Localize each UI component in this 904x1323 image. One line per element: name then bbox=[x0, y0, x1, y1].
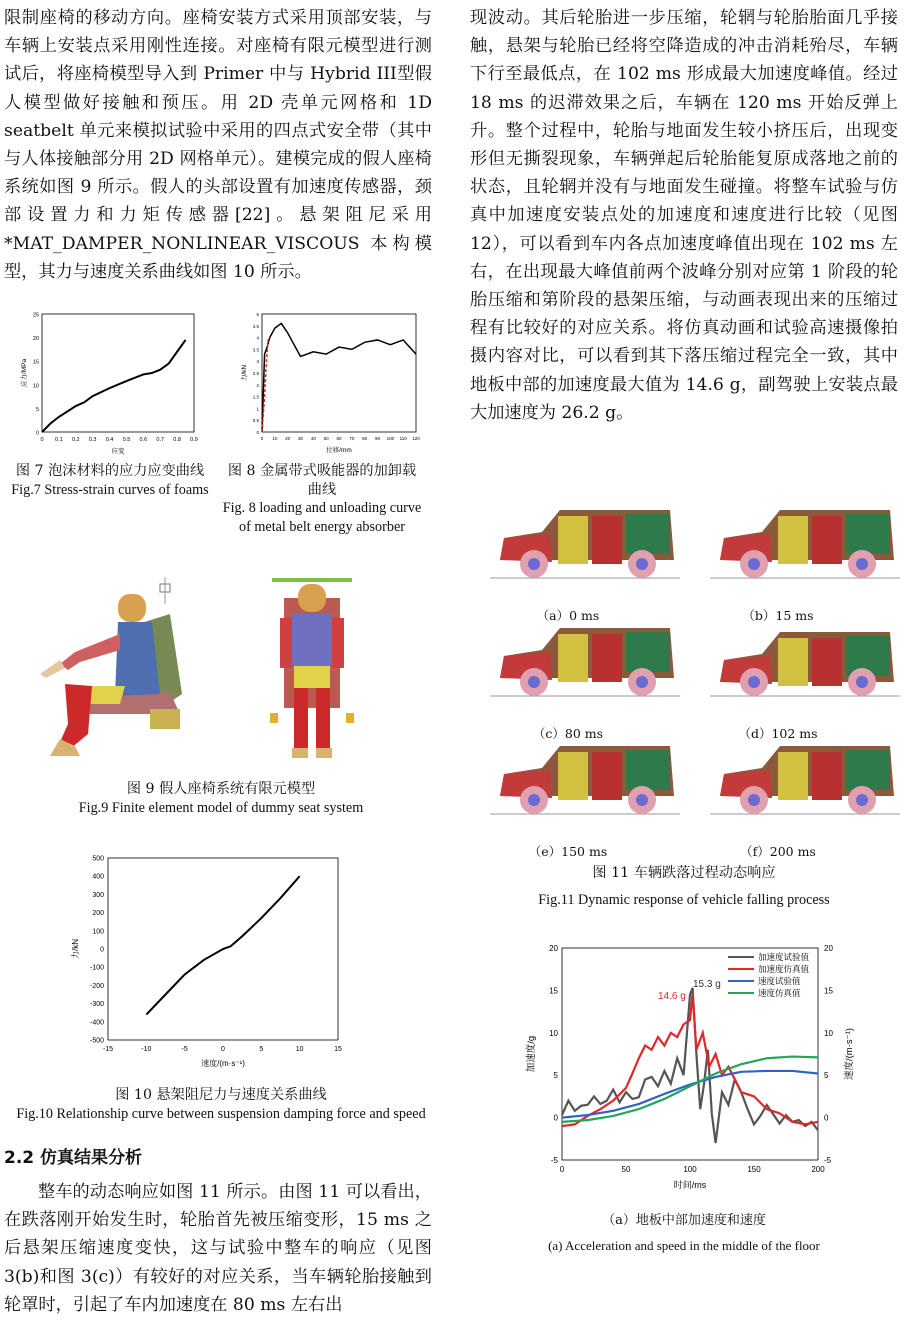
fig8-plot-frame bbox=[262, 314, 416, 432]
fig9-dummy-front-view bbox=[262, 578, 362, 763]
vehicle-front-rim bbox=[748, 676, 760, 688]
fig8-xtick-label: 90 bbox=[374, 436, 381, 441]
fig12a-caption bbox=[470, 1212, 898, 1255]
fig12a-legend-speed-sim: 速度仿真值 bbox=[758, 988, 801, 998]
fig8-caption-en: Fig. 8 loading and unloading curve of metal belt energy absorber bbox=[222, 500, 422, 535]
fig12a-series-accel-sim bbox=[562, 994, 818, 1126]
vehicle-rear-rim bbox=[636, 676, 648, 688]
fig8-xtick-label: 80 bbox=[362, 436, 368, 441]
fig8-ytick-label: 2 bbox=[256, 382, 259, 388]
vehicle-door-front bbox=[558, 634, 588, 682]
fig10-caption bbox=[10, 1086, 432, 1123]
vehicle-door-rear bbox=[812, 638, 842, 686]
fig12a-xtick-label: 100 bbox=[683, 1165, 697, 1174]
fig8-ytick-label: 1 bbox=[256, 406, 259, 412]
fig8-ytick-label: 4 bbox=[256, 335, 259, 341]
fig8-ytick-label: 3 bbox=[256, 359, 259, 365]
fig8-xtick-label: 60 bbox=[336, 436, 342, 441]
vehicle-rear-rim bbox=[856, 676, 868, 688]
fig7-xtick-label: 0.3 bbox=[88, 437, 97, 443]
fig12a-annotation-sim-peak: 14.6 g bbox=[658, 991, 686, 1002]
fig12a-series-speed-test bbox=[562, 1071, 818, 1118]
fig12a-ytick-left-label: 20 bbox=[549, 944, 558, 953]
fig10-ytick-label: 400 bbox=[92, 873, 104, 881]
vehicle-rear-panel bbox=[626, 632, 670, 672]
fig12a-xtick-label: 150 bbox=[747, 1165, 761, 1174]
fig12a-xtick-label: 50 bbox=[621, 1165, 631, 1174]
fig10-ytick-label: -200 bbox=[89, 982, 104, 990]
fig8-ytick-label: 0 bbox=[256, 430, 259, 435]
fig11-caption bbox=[470, 864, 898, 909]
fig9-caption-cn: 图 9 假人座椅系统有限元模型 bbox=[126, 781, 316, 797]
fig8-xtick-label: 110 bbox=[399, 436, 407, 441]
fig10-caption-en: Fig.10 Relationship curve between suspension damping force and speed bbox=[16, 1105, 426, 1122]
fig8-xtick-label: 120 bbox=[412, 436, 420, 441]
fig8-chart bbox=[238, 308, 423, 458]
body-paragraph-left-top: 限制座椅的移动方向。座椅安装方式采用顶部安装，与车辆上安装点采用刚性连接。对座椅有限元模型进行测试后，将座椅模型导入到 Primer 中与 Hybrid III型假人模型做好接触和预压。用 2D 壳单元网格和 1D seatbelt 单元来模拟试验中采用的四点式安全带（其中与人体接触部分用 2D 网格单元）。建模完成的假人座椅系统如图 9 所示。假人的头部设置有加速度传感器，颈部设置力和力矩传感器[22]。悬架阻尼采用*MAT_DAMPER_NONLINEAR_VISCOUS 本构模型，其力与速度关系曲线如图 10 所示。 bbox=[4, 8, 432, 282]
vehicle-door-rear bbox=[592, 634, 622, 682]
fig12a-ytick-left-label: -5 bbox=[550, 1156, 558, 1165]
section-heading: 2.2 仿真结果分析 bbox=[4, 1148, 143, 1168]
fig8-caption-cn: 图 8 金属带式吸能器的加卸载曲线 bbox=[227, 463, 417, 498]
vehicle-front-rim bbox=[748, 794, 760, 806]
vehicle-front-rim bbox=[528, 558, 540, 570]
fig7-caption-cn: 图 7 泡沫材料的应力应变曲线 bbox=[15, 463, 205, 479]
fig12a-chart bbox=[510, 938, 880, 1203]
fig7-xtick-label: 0 bbox=[40, 437, 44, 443]
fig10-ytick-label: -400 bbox=[89, 1019, 104, 1027]
fig11-panel-label: （a）0 ms bbox=[536, 608, 600, 623]
fig8-xtick-label: 0 bbox=[260, 436, 264, 441]
fig10-ytick-label: -300 bbox=[89, 1001, 104, 1009]
fig12a-caption-cn: （a）地板中部加速度和速度 bbox=[602, 1213, 766, 1228]
fig10-xtick-label: 5 bbox=[259, 1046, 264, 1053]
fig7-chart bbox=[18, 308, 203, 458]
fig11-caption-cn: 图 11 车辆跌落过程动态响应 bbox=[592, 865, 776, 881]
fig8-ytick-label: 3.5 bbox=[252, 347, 259, 353]
vehicle-door-front bbox=[558, 516, 588, 564]
fig12a-legend-speed-test: 速度试验值 bbox=[758, 976, 801, 986]
fig12a-ytick-right-label: 5 bbox=[824, 1071, 829, 1081]
fig7-xtick-label: 0.4 bbox=[105, 437, 114, 443]
fig12a-legend-accel-sim: 加速度仿真值 bbox=[758, 964, 810, 974]
fig12a-ytick-left-label: 10 bbox=[549, 1028, 558, 1038]
vehicle-door-rear bbox=[812, 516, 842, 564]
vehicle-front-rim bbox=[528, 676, 540, 688]
fig10-xtick-label: 10 bbox=[295, 1046, 304, 1053]
fig12a-xlabel: 时间/ms bbox=[673, 1180, 707, 1190]
fig7-xtick-label: 0.6 bbox=[139, 437, 148, 443]
vehicle-rear-panel bbox=[626, 514, 670, 554]
fig11-panel-label: （f）200 ms bbox=[740, 844, 816, 859]
fig10-caption-cn: 图 10 悬架阻尼力与速度关系曲线 bbox=[115, 1087, 327, 1103]
fig10-ytick-label: -100 bbox=[89, 964, 104, 972]
fig12a-xtick-label: 200 bbox=[811, 1165, 825, 1174]
vehicle-door-rear bbox=[592, 516, 622, 564]
fig10-xlabel: 速度/(m·s⁻¹) bbox=[201, 1059, 245, 1068]
body-paragraph-right-top: 现波动。其后轮胎进一步压缩，轮辋与轮胎胎面几乎接触，悬架与轮胎已经将空降造成的冲击消耗殆尽，车辆下行至最低点，在 102 ms 形成最大加速度峰值。经过 18 ms 的迟滞效果之后，车辆在 120 ms 开始反弹上升。整个过程中，轮胎与地面发生较小挤压后，出现变形但无撕裂现象，车辆弹起后轮胎能复原成落地之前的状态，且轮辋并没有与地面发生碰撞。将整车试验与仿真中加速度安装点处的加速度和速度进行比较（见图12），可以看到车内各点加速度峰值出现在 102 ms 左右，在出现最大峰值前两个波峰分别对应第 1 阶段的轮胎压缩和第阶段的悬架压缩，与动画表现出来的压缩过程有比较好的对应关系。将仿真动画和试验高速摄像拍摄内容对比，可以看到其下落压缩过程完全一致，其中地板中部的加速度最大值为 14.6 g，副驾驶上安装点最大加速度为 26.2 g。 bbox=[470, 8, 898, 423]
fig12a-legend-accel-test: 加速度试验值 bbox=[758, 952, 810, 962]
vehicle-door-front bbox=[778, 638, 808, 686]
fig10-xtick-label: -15 bbox=[102, 1046, 114, 1053]
fig11-frame-5 bbox=[710, 736, 900, 818]
fig10-chart bbox=[60, 848, 360, 1073]
fig11-frame-2 bbox=[490, 618, 680, 700]
fig7-xtick-label: 0.8 bbox=[173, 437, 181, 443]
fig10-ytick-label: 300 bbox=[92, 891, 104, 899]
vehicle-door-front bbox=[558, 752, 588, 800]
fig7-plot-frame bbox=[42, 314, 194, 432]
fig12a-ytick-right-label: 15 bbox=[824, 986, 833, 996]
fig8-xlabel: 位移/mm bbox=[326, 447, 352, 454]
vehicle-rear-rim bbox=[636, 794, 648, 806]
fig10-ylabel: 力/kN bbox=[71, 939, 80, 959]
vehicle-front-rim bbox=[748, 558, 760, 570]
fig10-ytick-label: 500 bbox=[92, 855, 104, 863]
fig12a-ytick-left-label: 0 bbox=[553, 1113, 558, 1123]
fig7-xtick-label: 0.5 bbox=[122, 437, 131, 443]
vehicle-front-rim bbox=[528, 794, 540, 806]
vehicle-rear-rim bbox=[856, 558, 868, 570]
fig8-xtick-label: 40 bbox=[310, 436, 316, 441]
fig12a-ytick-right-label: 10 bbox=[824, 1028, 833, 1038]
fig12a-xtick-label: 0 bbox=[559, 1165, 565, 1174]
fig8-ytick-label: 1.5 bbox=[252, 394, 259, 400]
fig7-caption-en: Fig.7 Stress-strain curves of foams bbox=[11, 481, 209, 498]
fig11-panel-label: （e）150 ms bbox=[528, 844, 608, 859]
fig7-xtick-label: 0.2 bbox=[71, 437, 80, 443]
fig11-frame-1 bbox=[710, 500, 900, 582]
fig8-loading-curve bbox=[262, 323, 416, 432]
fig7-xtick-label: 0.7 bbox=[156, 437, 165, 443]
fig11-frame-4 bbox=[490, 736, 680, 818]
fig12a-ytick-left-label: 5 bbox=[553, 1071, 558, 1081]
fig7-curve bbox=[42, 340, 186, 432]
fig8-xtick-label: 20 bbox=[285, 436, 291, 441]
fig12a-caption-en: (a) Acceleration and speed in the middle of the floor bbox=[548, 1237, 820, 1253]
fig8-xtick-label: 70 bbox=[349, 436, 355, 441]
vehicle-door-rear bbox=[812, 752, 842, 800]
fig10-xtick-label: -10 bbox=[141, 1046, 152, 1053]
fig8-xtick-label: 100 bbox=[386, 436, 395, 441]
fig12a-legend bbox=[728, 952, 810, 998]
vehicle-rear-rim bbox=[636, 558, 648, 570]
fig9-caption-en: Fig.9 Finite element model of dummy seat system bbox=[78, 799, 364, 816]
fig9-caption bbox=[10, 780, 432, 817]
vehicle-rear-panel bbox=[846, 514, 890, 554]
fig7-caption bbox=[10, 462, 210, 499]
fig10-xtick-label: 15 bbox=[334, 1046, 342, 1053]
fig8-caption bbox=[222, 462, 422, 536]
fig10-ytick-label: 100 bbox=[92, 928, 104, 936]
fig8-ytick-label: 5 bbox=[256, 312, 259, 317]
fig7-ytick-label: 15 bbox=[32, 359, 39, 366]
fig7-xtick-label: 0.1 bbox=[55, 437, 63, 443]
fig12a-ylabel-left: 加速度/g bbox=[526, 1035, 537, 1073]
fig7-xtick-label: 0.9 bbox=[190, 437, 198, 443]
fig7-ytick-label: 5 bbox=[35, 406, 39, 413]
fig10-ytick-label: 200 bbox=[92, 910, 104, 918]
fig7-xlabel: 应变 bbox=[111, 448, 125, 455]
fig8-ytick-label: 2.5 bbox=[252, 371, 259, 376]
vehicle-door-front bbox=[778, 752, 808, 800]
fig7-ytick-label: 10 bbox=[32, 383, 39, 390]
fig11-frame-3 bbox=[710, 618, 900, 700]
fig12a-ytick-left-label: 15 bbox=[549, 986, 558, 996]
fig9-dummy-side-view bbox=[20, 574, 200, 759]
fig11-frame-0 bbox=[490, 500, 680, 582]
fig8-ytick-label: 0.5 bbox=[252, 418, 259, 424]
fig10-ytick-label: 0 bbox=[100, 946, 104, 954]
fig8-ylabel: 力/kN bbox=[241, 364, 248, 382]
vehicle-door-rear bbox=[592, 752, 622, 800]
fig7-ytick-label: 20 bbox=[32, 336, 39, 343]
vehicle-rear-panel bbox=[846, 750, 890, 790]
vehicle-door-front bbox=[778, 516, 808, 564]
fig12a-annotation-test-peak: 15.3 g bbox=[693, 979, 721, 990]
vehicle-rear-panel bbox=[626, 750, 670, 790]
fig11-panel-label: （d）102 ms bbox=[738, 726, 818, 741]
fig10-ytick-label: -500 bbox=[89, 1037, 104, 1045]
fig7-ytick-label: 0 bbox=[35, 430, 39, 437]
fig12a-ytick-right-label: 0 bbox=[824, 1113, 829, 1123]
fig7-ylabel: 应力/MPa bbox=[21, 358, 28, 388]
fig8-xtick-label: 30 bbox=[297, 436, 304, 441]
fig11-panel-label: （b）15 ms bbox=[742, 608, 814, 623]
fig8-ytick-label: 4.5 bbox=[252, 323, 259, 329]
fig12a-ytick-right-label: -5 bbox=[824, 1156, 832, 1165]
fig8-xtick-label: 10 bbox=[272, 436, 278, 441]
fig12a-ylabel-right: 速度/(m·s⁻¹) bbox=[844, 1028, 855, 1080]
fig11-caption-en: Fig.11 Dynamic response of vehicle falling process bbox=[538, 891, 830, 908]
fig10-curve bbox=[146, 876, 299, 1014]
fig12a-ytick-right-label: 20 bbox=[824, 944, 833, 953]
fig7-ytick-label: 25 bbox=[32, 312, 39, 319]
fig10-xtick-label: 0 bbox=[221, 1046, 225, 1053]
body-paragraph-left-bottom: 整车的动态响应如图 11 所示。由图 11 可以看出，在跌落刚开始发生时，轮胎首先被压缩变形，15 ms 之后悬架压缩速度变快，这与试验中整车的响应（见图 3(b)和图 3(c)）有较好的对应关系，当车辆轮胎接触到轮罩时，引起了车内加速度在 80 ms 左右出 bbox=[4, 1182, 432, 1315]
fig11-panel-label: （c）80 ms bbox=[532, 726, 604, 741]
fig10-xtick-label: -5 bbox=[181, 1046, 188, 1053]
fig8-xtick-label: 50 bbox=[323, 436, 329, 441]
vehicle-rear-rim bbox=[856, 794, 868, 806]
